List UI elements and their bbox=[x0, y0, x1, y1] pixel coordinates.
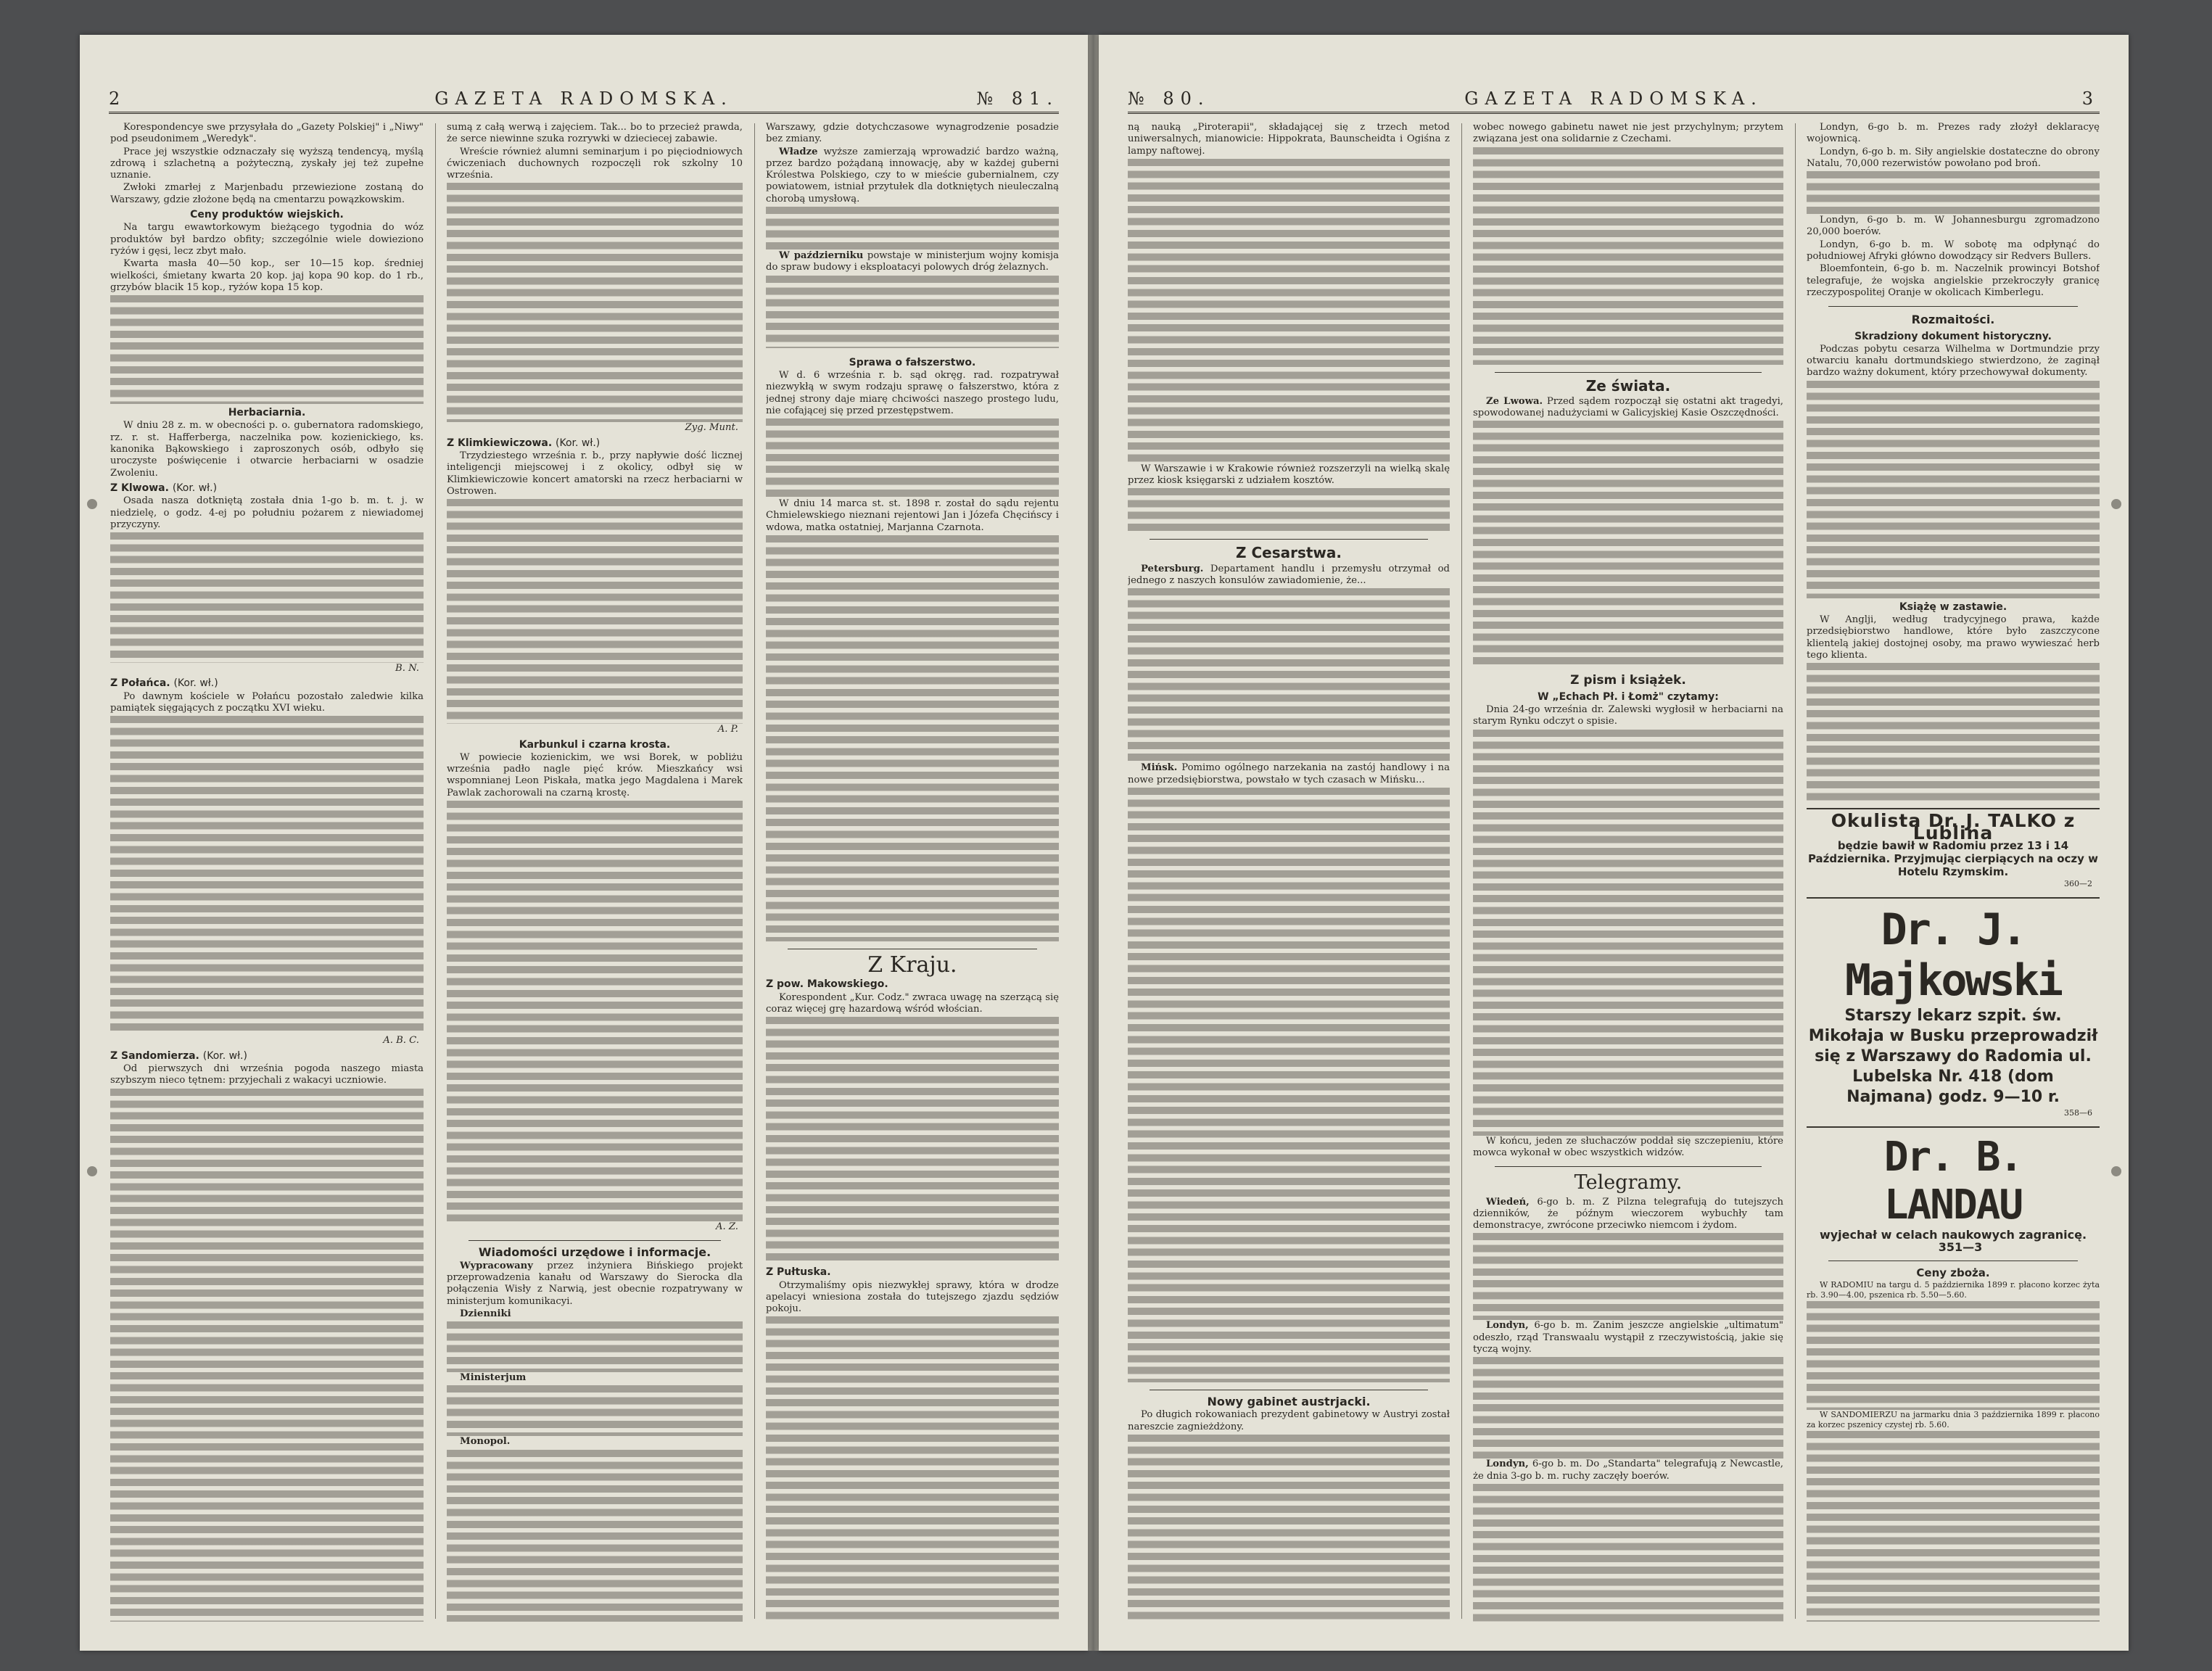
column-divider bbox=[1461, 123, 1462, 1619]
paragraph-lead: Mińsk. bbox=[1141, 762, 1178, 774]
advertisement-talko bbox=[1807, 808, 2100, 890]
paragraph-lead: Wypracowany bbox=[460, 1260, 533, 1271]
left-masthead bbox=[109, 80, 1059, 114]
section-heading: Książę w zastawie. bbox=[1899, 601, 2007, 613]
ad-text: wyjechał w celach naukowych zagranicę. bbox=[1819, 1228, 2087, 1242]
binding-hole bbox=[2111, 499, 2121, 509]
article-paragraph: Zwłoki zmarłej z Marjenbadu przewiezione zostaną do Warszawy, gdzie złożone będą na cmentarzu powązkowskim. bbox=[110, 182, 424, 205]
ad-reference: 351—3 bbox=[1938, 1239, 1983, 1254]
article-paragraph bbox=[1128, 564, 1450, 587]
paragraph-text: 6-go b. m. Zanim jeszcze angielskie „ultimatum" odeszło, rząd Transwaalu wystąpił z rzeczywistością, jakie się tyczą wojny. bbox=[1473, 1320, 1783, 1356]
article-paragraph: wobec nowego gabinetu nawet nie jest przychylnym; przytem związana jest ona solidarnie z Czechami. bbox=[1473, 122, 1783, 145]
article-paragraph: W RADOMIU na targu d. 5 października 1899 r. płacono korzec żyta rb. 3.90—4.00, pszenica rb. 5.50—5.60. bbox=[1807, 1280, 2100, 1300]
section-heading-text: Z Klimkiewiczowa. bbox=[447, 437, 553, 449]
article-paragraph: Korespondent „Kur. Codz." zwraca uwagę na szerzącą się coraz więcej grę hazardową wśród włościan. bbox=[766, 991, 1059, 1015]
article-paragraph: Bloemfontein, 6-go b. m. Naczelnik prowincyi Botshof telegrafuje, że wojska angielskie przekroczyły granicę rzeczypospolitej Oranje w okolicach Kimberlegu. bbox=[1807, 263, 2100, 298]
section-heading: Z Pułtuska. bbox=[766, 1266, 831, 1279]
ad-text: Starszy lekarz szpit. św. Mikołaja w Busku przeprowadził się z Warszawy do Radomia ul. Lubelska Nr. 418 (dom Najmana) godz. 9—10 r. bbox=[1808, 1007, 2098, 1107]
paragraph-lead: W październiku bbox=[779, 250, 864, 262]
section-heading: Z Kraju. bbox=[867, 952, 957, 978]
book-gutter bbox=[1088, 35, 1099, 1651]
section-heading: Z Cesarstwa. bbox=[1235, 544, 1342, 562]
text-lines bbox=[447, 1321, 743, 1372]
paragraph-lead: Monopol. bbox=[460, 1436, 511, 1448]
paragraph-lead: Ministerjum bbox=[460, 1372, 527, 1384]
text-lines bbox=[1473, 1484, 1783, 1622]
section-heading: Skradziony dokument historyczny. bbox=[1854, 330, 2052, 342]
section-heading bbox=[110, 677, 424, 689]
column-divider bbox=[754, 123, 755, 1619]
text-lines bbox=[766, 1316, 1059, 1622]
section-heading: W „Echach Pł. i Łomż" czytamy: bbox=[1538, 690, 1719, 703]
left-column-2 bbox=[447, 122, 743, 1622]
text-lines bbox=[766, 418, 1059, 498]
article-paragraph: W końcu, jeden ze słuchaczów poddał się szczepieniu, które mowca wykonał w obec wszystkich widzów. bbox=[1473, 1135, 1783, 1158]
paragraph-text: 6-go b. m. Do „Standarta" telegrafują z Newcastle, że dnia 3-go b. m. ruchy zaczęły boerów. bbox=[1473, 1458, 1783, 1482]
article-paragraph: W dniu 28 z. m. w obecności p. o. gubernatora radomskiego, rz. r. st. Hafferberga, naczelnika pow. kozienickiego, ks. kanonika Bąkowskiego i zaproszonych osób, odbyło się uroczyste poświęcenie i otwarcie herbaciarni w osadzie Zwoleniu. bbox=[110, 420, 424, 479]
article-paragraph: W d. 6 września r. b. sąd okręg. rad. rozpatrywał niezwykłą w swym rodzaju sprawę o fałszerstwo, która z jednej strony daje miarę chciwości naszego prostego ludu, nie cofającej się przed przestępstwem. bbox=[766, 369, 1059, 416]
text-lines bbox=[766, 1017, 1059, 1263]
text-lines bbox=[1128, 788, 1450, 1382]
author-signature: Zyg. Munt. bbox=[685, 422, 738, 434]
text-lines bbox=[1128, 488, 1450, 532]
paragraph-text: przez inżyniera Bińskiego projekt przeprowadzenia kanału od Warszawy do Sierocka dla połączenia Wisły z Narwią, jest obecnie rozpatrywany w ministerjum komunikacyi. bbox=[447, 1260, 743, 1307]
correspondent-note: (Kor. wł.) bbox=[173, 677, 218, 690]
ad-reference: 358—6 bbox=[2064, 1108, 2092, 1118]
right-column-2 bbox=[1473, 122, 1783, 1622]
text-lines bbox=[1473, 421, 1783, 667]
ad-title: Dr. B. LANDAU bbox=[1883, 1134, 2023, 1229]
section-heading bbox=[110, 1050, 424, 1062]
correspondent-note: (Kor. wł.) bbox=[202, 1049, 247, 1062]
article-paragraph: Warszawy, gdzie dotychczasowe wynagrodzenie posadzie bez zmiany. bbox=[766, 122, 1059, 145]
paragraph-text: Przed sądem rozpoczął się ostatni akt tragedyi, spowodowanej nadużyciami w Galicyjskiej Kasie Oszczędności. bbox=[1473, 395, 1783, 419]
correspondent-note: (Kor. wł.) bbox=[172, 482, 218, 494]
article-paragraph: W Warszawie i w Krakowie również rozszerzyli na wielką skalę przez kiosk księgarski z udziałem kosztów. bbox=[1128, 463, 1450, 487]
article-paragraph: ną nauką „Piroterapii", składającej się z trzech metod uniwersalnych, mianowicie: Hippokrata, Baunscheidta i Ogiśna z lampy naftowej. bbox=[1128, 122, 1450, 157]
ad-title: Dr. J. Majkowski bbox=[1844, 904, 2062, 1007]
paragraph-lead: Londyn, bbox=[1486, 1320, 1529, 1332]
issue-number: № 80. bbox=[1128, 88, 1210, 109]
text-lines bbox=[1473, 730, 1783, 1136]
text-lines bbox=[1807, 171, 2100, 215]
article-paragraph: Po dawnym kościele w Połańcu pozostało zaledwie kilka pamiątek sięgających z początku XVI wieku. bbox=[110, 690, 424, 714]
page-number: 2 bbox=[109, 88, 127, 109]
article-paragraph bbox=[447, 1436, 743, 1448]
article-paragraph: Na targu ewawtorkowym bieżącego tygodnia do wóz produktów był bardzo obfity; szczególnie wiele dowieziono ryżów i gęsi, lecz zbyt mało. bbox=[110, 222, 424, 257]
text-lines bbox=[110, 532, 424, 663]
advertisement-majkowski bbox=[1807, 897, 2100, 1119]
text-lines bbox=[447, 499, 743, 724]
page-number: 3 bbox=[2081, 88, 2100, 109]
section-heading: Z pism i książek. bbox=[1570, 673, 1686, 688]
author-signature: A. P. bbox=[717, 724, 738, 735]
text-lines bbox=[1473, 1357, 1783, 1458]
section-heading: Z pow. Makowskiego. bbox=[766, 978, 888, 991]
section-rule bbox=[1150, 539, 1428, 540]
section-heading: Rozmaitości. bbox=[1911, 313, 1995, 327]
article-paragraph bbox=[1473, 1458, 1783, 1482]
text-lines bbox=[1128, 159, 1450, 463]
article-paragraph bbox=[1473, 396, 1783, 420]
article-paragraph: Po długich rokowaniach prezydent gabinetowy w Austryi został nareszcie zagnieżdżony. bbox=[1128, 1409, 1450, 1432]
text-lines bbox=[1128, 588, 1450, 762]
text-lines bbox=[110, 295, 424, 404]
section-heading: Wiadomości urzędowe i informacje. bbox=[478, 1245, 711, 1260]
left-column-1 bbox=[110, 122, 424, 1622]
article-paragraph: sumą z całą werwą i zajęciem. Tak... bo to przecież prawda, że serce niewinne szuka rozrywki w dzieciecej zabawie. bbox=[447, 122, 743, 145]
left-page bbox=[80, 35, 1088, 1651]
text-lines bbox=[1128, 1435, 1450, 1622]
article-paragraph bbox=[447, 1372, 743, 1384]
advertisement-landau bbox=[1807, 1126, 2100, 1253]
article-paragraph: Osada nasza dotkniętą została dnia 1-go b. m. t. j. w niedzielę, o godz. 4-ej po południu pożarem z niewiadomej przyczyny. bbox=[110, 495, 424, 530]
text-lines bbox=[1473, 147, 1783, 365]
paragraph-lead: Władze bbox=[779, 146, 818, 157]
section-heading: Telegramy. bbox=[1574, 1171, 1683, 1195]
section-rule bbox=[469, 1240, 721, 1241]
article-paragraph: Londyn, 6-go b. m. Siły angielskie dostateczne do obrony Natalu, 70,000 rezerwistów powołano pod broń. bbox=[1807, 146, 2100, 169]
section-heading: Nowy gabinet austrjacki. bbox=[1207, 1394, 1371, 1408]
article-paragraph bbox=[766, 147, 1059, 205]
text-lines bbox=[766, 276, 1059, 348]
text-lines bbox=[1473, 1233, 1783, 1320]
text-lines bbox=[447, 1450, 743, 1622]
section-rule bbox=[1828, 306, 2078, 307]
text-lines bbox=[766, 207, 1059, 250]
section-heading bbox=[110, 482, 424, 494]
right-column-3 bbox=[1807, 122, 2100, 1622]
ad-reference: 360—2 bbox=[2064, 878, 2092, 888]
paragraph-text: Departament handlu i przemysłu otrzymał od jednego z naszych konsulów zawiadomienie, że... bbox=[1128, 563, 1450, 587]
section-heading bbox=[447, 437, 743, 449]
ad-text-row bbox=[1807, 1229, 2100, 1253]
binding-hole bbox=[87, 499, 97, 509]
article-paragraph bbox=[1473, 1197, 1783, 1232]
paragraph-lead: Londyn, bbox=[1486, 1458, 1529, 1470]
masthead-title: GAZETA RADOMSKA. bbox=[434, 88, 733, 109]
article-paragraph: Londyn, 6-go b. m. W sobotę ma odpłynąć do południowej Afryki główno dowodzący sir Redvers Bullers. bbox=[1807, 239, 2100, 263]
section-heading-text: Z Połańca. bbox=[110, 677, 170, 690]
masthead-title: GAZETA RADOMSKA. bbox=[1464, 88, 1763, 109]
author-signature: B. N. bbox=[395, 663, 419, 674]
section-heading-text: Z Sandomierza. bbox=[110, 1049, 199, 1062]
article-paragraph: Dnia 24-go września dr. Zalewski wygłosił w herbaciarni na starym Rynku odczyt o spisie. bbox=[1473, 704, 1783, 727]
text-lines bbox=[1807, 1431, 2100, 1622]
paragraph-text: wyższe zamierzają wprowadzić bardzo ważną, przez bardzo pożądaną innowację, aby w każdej guberni Królestwa Polskiego, czy to w mieście gubernialnem, czy powiatowem, istniał przytułek dla dotkniętych nieuleczalną chorobą umysłową. bbox=[766, 146, 1059, 205]
paragraph-lead: Dzienniki bbox=[460, 1308, 511, 1319]
ad-title: Okulista Dr. J. TALKO z Lublina bbox=[1831, 810, 2076, 843]
article-paragraph: W SANDOMIERZU na jarmarku dnia 3 października 1899 r. płacono za korzec pszenicy czystej rb. 5.60. bbox=[1807, 1410, 2100, 1429]
text-lines bbox=[766, 535, 1059, 941]
article-paragraph: Trzydziestego września r. b., przy napływie dość licznej inteligencji miejscowej i z okolicy, odbył się w Klimkiewiczowie koncert amatorski na rzecz herbaciarni w Ostrowen. bbox=[447, 450, 743, 497]
correspondent-note: (Kor. wł.) bbox=[556, 437, 601, 449]
article-paragraph: Wreście również alumni seminarjum i po pięciodniowych ćwiczeniach duchownych rozpoczęli rok szkolny 10 września. bbox=[447, 146, 743, 181]
text-lines bbox=[1807, 1301, 2100, 1410]
column-divider bbox=[435, 123, 436, 1619]
text-lines bbox=[447, 801, 743, 1221]
ad-text: będzie bawił w Radomiu przez 13 i 14 Października. Przyjmując cierpiących na oczy w Hotelu Rzymskim. bbox=[1807, 838, 2099, 878]
article-paragraph: Londyn, 6-go b. m. Prezes rady złożył deklaracyę wojownicą. bbox=[1807, 122, 2100, 145]
article-paragraph: Korespondencye swe przysyłała do „Gazety Polskiej" i „Niwy" pod pseudonimem „Weredyk". bbox=[110, 122, 424, 145]
article-paragraph bbox=[447, 1308, 743, 1320]
section-rule bbox=[1495, 372, 1762, 373]
section-heading: Ze świata. bbox=[1585, 376, 1671, 395]
article-paragraph: W powiecie kozienickim, we wsi Borek, w pobliżu września padło nagle pięć krów. Mieszkańcy wsi wspomnianej Leon Piskała, matka jego Magdalena i Marek Pawlak zachorowali na czarną krostę. bbox=[447, 751, 743, 799]
author-signature: A. Z. bbox=[715, 1221, 738, 1233]
article-paragraph: Prace jej wszystkie odznaczały się wyższą tendencyą, myślą zdrową i szlachetną a pożyteczną, zyskały jej też zupełne uznanie. bbox=[110, 146, 424, 181]
section-rule bbox=[1495, 1166, 1762, 1167]
section-heading-text: Z Klwowa. bbox=[110, 482, 169, 494]
article-paragraph bbox=[1128, 762, 1450, 786]
section-heading: Ceny produktów wiejskich. bbox=[190, 209, 344, 221]
issue-number: № 81. bbox=[976, 88, 1059, 109]
article-paragraph: Podczas pobytu cesarza Wilhelma w Dortmundzie przy otwarciu kanału dortmundskiego stwierdzono, że zaginął bardzo ważny dokument, który przechowywał dokumenty. bbox=[1807, 343, 2100, 379]
article-paragraph bbox=[766, 250, 1059, 274]
article-paragraph: Otrzymaliśmy opis niezwykłej sprawy, która w drodze apelacyi wniesiona została do tutejszego zjazdu sędziów pokoju. bbox=[766, 1279, 1059, 1315]
section-heading: Sprawa o fałszerstwo. bbox=[849, 356, 976, 368]
right-page bbox=[1099, 35, 2129, 1651]
article-paragraph: Kwarta masła 40—50 kop., ser 10—15 kop. średniej wielkości, śmietany kwarta 20 kop. jaj kopa 90 kop. do 1 rb., grzybów blacik 15 kop., ryżów kopa 15 kop. bbox=[110, 258, 424, 293]
article-paragraph: Od pierwszych dni września pogoda naszego miasta szybszym nieco tętnem: przyjechali z wakacyi uczniowie. bbox=[110, 1063, 424, 1086]
binding-hole bbox=[87, 1166, 97, 1176]
right-masthead bbox=[1128, 80, 2100, 114]
left-column-3 bbox=[766, 122, 1059, 1622]
text-lines bbox=[447, 1385, 743, 1436]
text-lines bbox=[1807, 663, 2100, 801]
article-paragraph: Londyn, 6-go b. m. W Johannesburgu zgromadzono 20,000 boerów. bbox=[1807, 215, 2100, 238]
section-heading: Ceny zboża. bbox=[1916, 1266, 1990, 1280]
binding-hole bbox=[2111, 1166, 2121, 1176]
text-lines bbox=[447, 183, 743, 422]
article-paragraph: W Anglji, według tradycyjnego prawa, każde przedsiębiorstwo handlowe, które było zaszczycone klientelą jakiej dostojnej osoby, ma prawo wywieszać herb tego klienta. bbox=[1807, 614, 2100, 661]
right-column-1 bbox=[1128, 122, 1450, 1622]
text-lines bbox=[1807, 381, 2100, 598]
section-heading: Karbunkul i czarna krosta. bbox=[519, 738, 671, 751]
article-paragraph bbox=[1473, 1320, 1783, 1356]
text-lines bbox=[110, 1089, 424, 1622]
column-divider bbox=[1795, 123, 1796, 1619]
author-signature: A. B. C. bbox=[383, 1035, 419, 1047]
paragraph-text: 6-go b. m. Z Pilzna telegrafują do tutejszych dzienników, że późnym wieczorem wybuchły tam demonstracye, zwrócone przeciwko niemcom i żydom. bbox=[1473, 1196, 1783, 1231]
section-heading: Herbaciarnia. bbox=[228, 407, 306, 419]
article-paragraph: W dniu 14 marca st. st. 1898 r. został do sądu rejentu Chmielewskiego nieznani rejentowi Jan i Józefa Chęcińscy i wdowa, matka ostatniej, Marjanna Czarnota. bbox=[766, 498, 1059, 533]
paragraph-lead: Petersburg. bbox=[1141, 563, 1204, 574]
text-lines bbox=[110, 716, 424, 1035]
paragraph-text: powstaje w ministerjum wojny komisja do spraw budowy i eksploatacyi polowych dróg żelaznych. bbox=[766, 250, 1059, 273]
paragraph-lead: Wiedeń, bbox=[1486, 1196, 1530, 1208]
paragraph-text: Pomimo ogólnego narzekania na zastój handlowy i na nowe przedsiębiorstwa, powstało w tych czasach w Mińsku... bbox=[1128, 762, 1450, 785]
paragraph-lead: Ze Lwowa. bbox=[1486, 395, 1543, 407]
article-paragraph bbox=[447, 1261, 743, 1308]
